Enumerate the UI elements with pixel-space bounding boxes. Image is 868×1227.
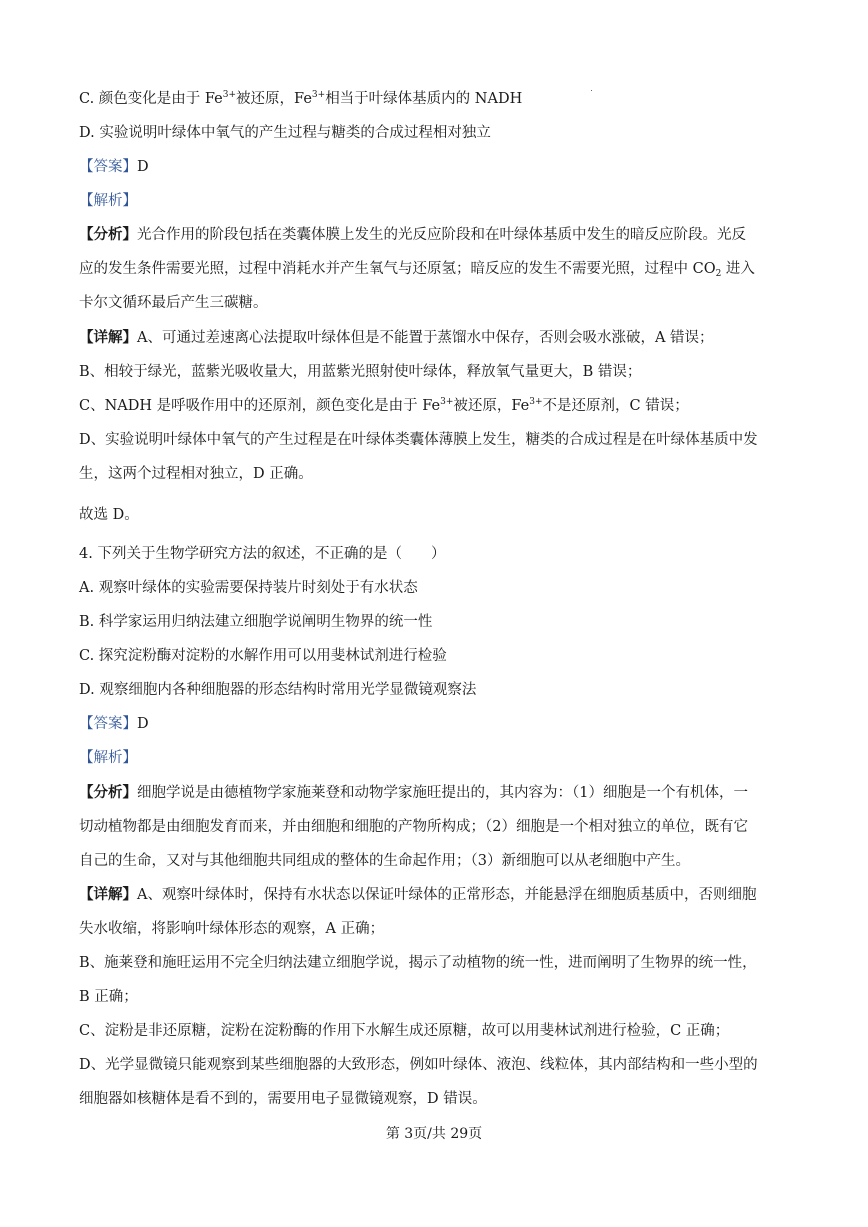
stray-dot xyxy=(591,90,592,91)
q4-option-c: C. 探究淀粉酶对淀粉的水解作用可以用斐林试剂进行检验 xyxy=(79,648,447,664)
q4-xiangjie-d-2: 细胞器如核糖体是看不到的，需要用电子显微镜观察，D 错误。 xyxy=(79,1091,487,1107)
q3-xiangjie-a: 【详解】A、可通过差速离心法提取叶绿体但是不能置于蒸馏水中保存，否则会吸水涨破，A 错误； xyxy=(79,329,714,346)
q3-xiangjie-b: B、相较于绿光，蓝紫光吸收量大，用蓝紫光照射使叶绿体，释放氧气量更大，B 错误； xyxy=(79,364,642,380)
q4-xiangjie-c: C、淀粉是非还原糖，淀粉在淀粉酶的作用下水解生成还原糖，故可以用斐林试剂进行检验，C 正确； xyxy=(79,1023,730,1039)
q3-fenxi-2: 应的发生条件需要光照，过程中消耗水并产生氧气与还原氢；暗反应的发生不需要光照，过程中 $CO_2$ 进入 xyxy=(79,261,755,279)
q4-option-d: D. 观察细胞内各种细胞器的形态结构时常用光学显微镜观察法 xyxy=(79,682,477,698)
q3-option-d: D. 实验说明叶绿体中氧气的产生过程与糖类的合成过程相对独立 xyxy=(79,125,491,141)
q4-fenxi-1: 【分析】细胞学说是由德植物学家施莱登和动物学家施旺提出的，其内容为：（1）细胞是一个有机体，一 xyxy=(79,784,748,801)
q4-fenxi-2: 切动植物都是由细胞发育而来，并由细胞和细胞的产物所构成；（2）细胞是一个相对独立的单位，既有它 xyxy=(79,819,748,835)
q3-option-c: C. 颜色变化是由于 $Fe^{3+}$被还原，$Fe^{3+}$相当于叶绿体基质内的 NADH xyxy=(79,90,523,107)
q4-xiangjie-b-2: B 正确； xyxy=(79,989,138,1005)
q3-xiangjie-d-1: D、实验说明叶绿体中氧气的产生过程是在叶绿体类囊体薄膜上发生，糖类的合成过程是在叶绿体基质中发 xyxy=(79,432,758,448)
q4-option-b: B. 科学家运用归纳法建立细胞学说阐明生物界的统一性 xyxy=(79,614,433,630)
q4-answer: 【答案】D xyxy=(79,716,149,732)
q4-option-a: A. 观察叶绿体的实验需要保持装片时刻处于有水状态 xyxy=(79,580,418,596)
q3-xiangjie-d-2: 生，这两个过程相对独立，D 正确。 xyxy=(79,466,313,482)
q4-fenxi-3: 自己的生命，又对与其他细胞共同组成的整体的生命起作用；（3）新细胞可以从老细胞中产生。 xyxy=(79,853,690,869)
q3-conclusion: 故选 D。 xyxy=(79,507,139,523)
q4-stem: 4. 下列关于生物学研究方法的叙述，不正确的是（ ） xyxy=(79,546,446,562)
q3-xiangjie-c: C、NADH 是呼吸作用中的还原剂，颜色变化是由于 $Fe^{3+}$被还原，$Fe^{3+}$不是还原剂，C 错误； xyxy=(79,397,689,414)
page-footer: 第 3页/共 29页 xyxy=(385,1126,483,1142)
q3-fenxi-1: 【分析】光合作用的阶段包括在类囊体膜上发生的光反应阶段和在叶绿体基质中发生的暗反应阶段。光反 xyxy=(79,226,746,243)
q4-xiangjie-a-1: 【详解】A、观察叶绿体时，保持有水状态以保证叶绿体的正常形态，并能悬浮在细胞质基质中，否则细胞 xyxy=(79,886,757,903)
q4-xiangjie-b-1: B、施莱登和施旺运用不完全归纳法建立细胞学说，揭示了动植物的统一性，进而阐明了生物界的统一性， xyxy=(79,955,757,971)
q3-answer: 【答案】D xyxy=(79,159,149,175)
q4-xiangjie-d-1: D、光学显微镜只能观察到某些细胞器的大致形态，例如叶绿体、液泡、线粒体，其内部结构和一些小型的 xyxy=(79,1057,758,1073)
q3-fenxi-3: 卡尔文循环最后产生三碳糖。 xyxy=(79,295,268,311)
q4-xiangjie-a-2: 失水收缩，将影响叶绿体形态的观察，A 正确； xyxy=(79,921,385,937)
q4-analysis-tag: 【解析】 xyxy=(79,750,137,766)
q3-analysis-tag: 【解析】 xyxy=(79,193,137,209)
